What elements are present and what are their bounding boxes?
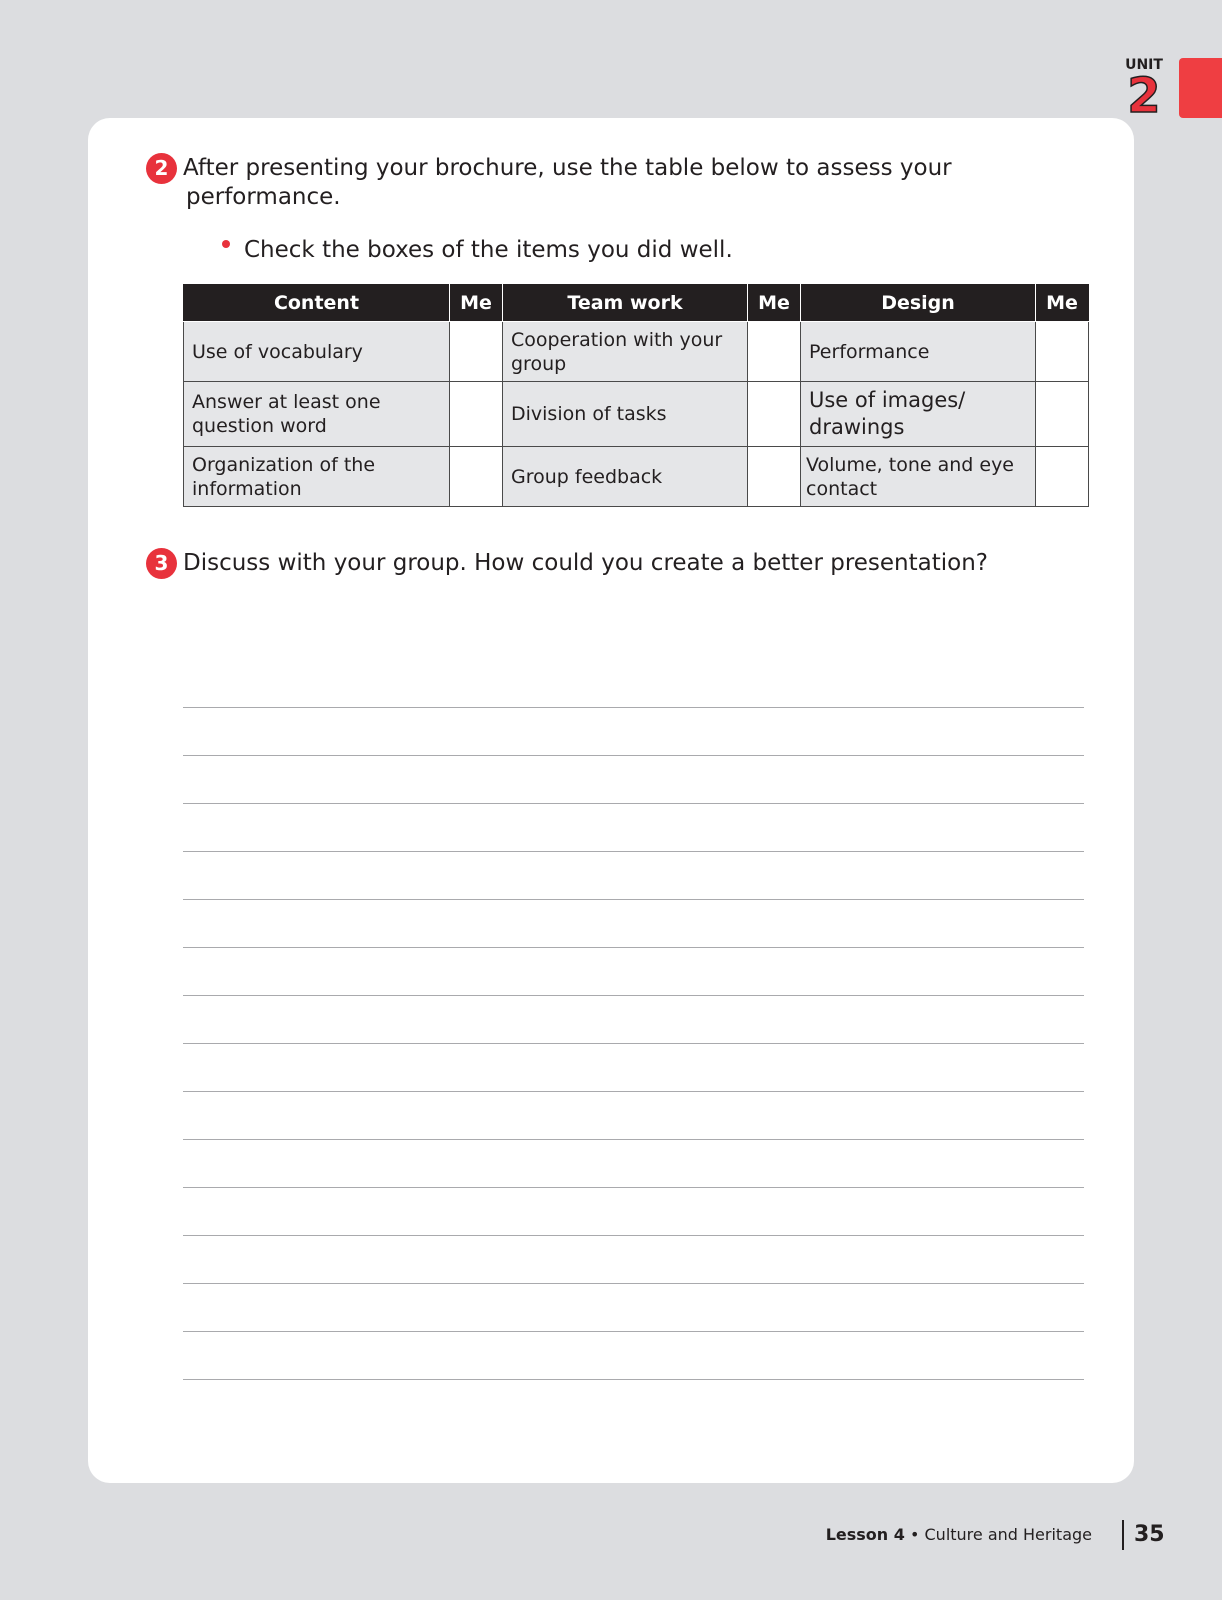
check-box[interactable] [748, 447, 801, 507]
check-box[interactable] [450, 322, 503, 382]
unit-label: UNIT [1125, 57, 1163, 73]
table-row [184, 447, 1089, 507]
unit-number: 2 [1127, 68, 1161, 124]
design-cell: Volume, tone and eye contact [801, 447, 1036, 507]
table-row [184, 322, 1089, 382]
answer-line[interactable] [183, 1044, 1084, 1092]
question-2-text-line1: After presenting your brochure, use the table below to assess your [183, 155, 952, 181]
answer-line[interactable] [183, 660, 1084, 708]
question-2-text-line2: performance. [186, 184, 341, 210]
answer-line[interactable] [183, 804, 1084, 852]
content-cell: Answer at least one question word [184, 382, 450, 447]
instruction-text: Check the boxes of the items you did well. [244, 237, 733, 263]
footer-lesson-number: Lesson 4 [825, 1525, 905, 1544]
check-box[interactable] [450, 447, 503, 507]
unit-tab [1179, 58, 1222, 118]
answer-line[interactable] [183, 900, 1084, 948]
page-number: 35 [1134, 1522, 1165, 1547]
answer-lines[interactable] [183, 660, 1084, 1380]
table-row [184, 382, 1089, 447]
check-box[interactable] [1036, 447, 1089, 507]
answer-line[interactable] [183, 708, 1084, 756]
teamwork-cell: Cooperation with your group [503, 322, 748, 382]
answer-line[interactable] [183, 1092, 1084, 1140]
answer-line[interactable] [183, 948, 1084, 996]
check-box[interactable] [1036, 322, 1089, 382]
footer-separator: • [909, 1525, 920, 1544]
footer-divider [1122, 1520, 1124, 1550]
answer-line[interactable] [183, 756, 1084, 804]
question-3-text: Discuss with your group. How could you create a better presentation? [183, 550, 989, 576]
answer-line[interactable] [183, 852, 1084, 900]
answer-line[interactable] [183, 1140, 1084, 1188]
question-2-number: 2 [146, 153, 177, 184]
bullet-dot [222, 240, 230, 248]
question-3-number: 3 [146, 548, 177, 579]
design-cell: Use of images/ drawings [801, 382, 1036, 447]
check-box[interactable] [450, 382, 503, 447]
answer-line[interactable] [183, 1284, 1084, 1332]
header-me: Me [450, 285, 503, 322]
answer-line[interactable] [183, 1236, 1084, 1284]
header-content: Content [184, 285, 450, 322]
teamwork-cell: Group feedback [503, 447, 748, 507]
teamwork-cell: Division of tasks [503, 382, 748, 447]
content-cell: Use of vocabulary [184, 322, 450, 382]
header-design: Design [801, 285, 1036, 322]
self-assessment-table [183, 284, 1089, 507]
answer-line[interactable] [183, 996, 1084, 1044]
footer-topic: Culture and Heritage [924, 1525, 1092, 1544]
content-cell: Organization of the information [184, 447, 450, 507]
answer-line[interactable] [183, 1332, 1084, 1380]
header-me: Me [1036, 285, 1089, 322]
design-cell: Performance [801, 322, 1036, 382]
check-box[interactable] [748, 382, 801, 447]
header-me: Me [748, 285, 801, 322]
footer-lesson [826, 1524, 1092, 1546]
table-header-row [184, 285, 1089, 322]
answer-line[interactable] [183, 1188, 1084, 1236]
check-box[interactable] [1036, 382, 1089, 447]
header-teamwork: Team work [503, 285, 748, 322]
check-box[interactable] [748, 322, 801, 382]
